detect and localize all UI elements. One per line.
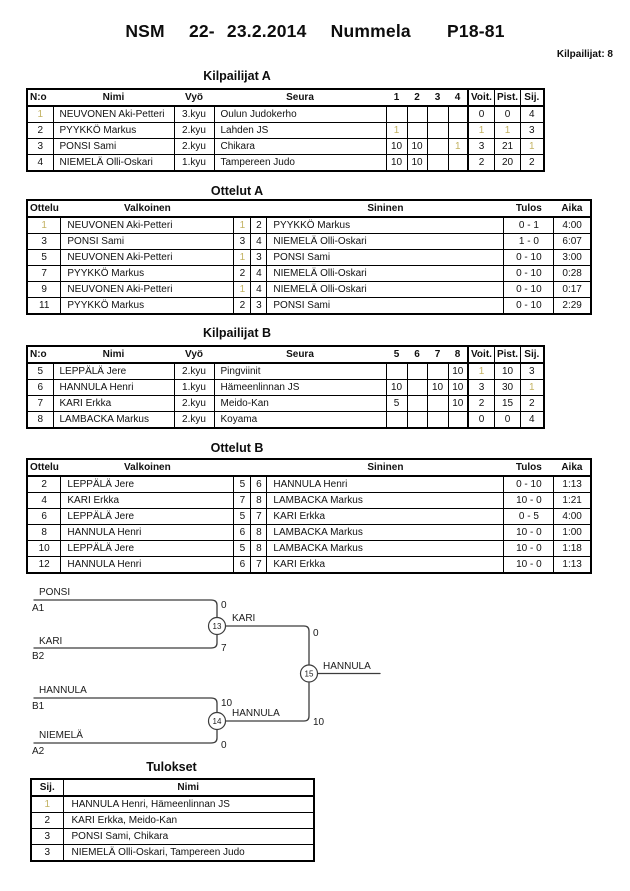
competitors-count-label: Kilpailijat: 8 [556, 49, 613, 60]
table-cell [386, 363, 407, 380]
table-cell: 1 [521, 139, 544, 155]
col-header: 2 [407, 89, 427, 106]
table-cell: HANNULA Henri [53, 380, 174, 396]
table-row [27, 541, 591, 557]
table-cell: 1 [521, 380, 544, 396]
table-cell: LEPPÄLÄ Jere [61, 509, 234, 525]
col-header: Tulos [504, 459, 554, 476]
table-cell: 7 [27, 396, 53, 412]
table-cell: 7 [251, 557, 267, 574]
col-header: 3 [427, 89, 448, 106]
table-cell: 2.kyu [174, 412, 214, 429]
table-cell [427, 363, 448, 380]
table-cell: NEUVONEN Aki-Petteri [61, 282, 234, 298]
col-header: Pist. [494, 89, 520, 106]
table-cell: 2.kyu [174, 396, 214, 412]
table-cell: 10 - 0 [504, 493, 554, 509]
col-header: 4 [448, 89, 468, 106]
table-cell: PONSI Sami [61, 234, 234, 250]
table-cell: 3 [521, 123, 544, 139]
table-cell: 6 [234, 525, 251, 541]
table-cell: KARI Erkka [53, 396, 174, 412]
table-cell: 3:00 [554, 250, 591, 266]
table-cell: 2.kyu [174, 139, 214, 155]
bracket-score: 0 [221, 600, 227, 611]
table-cell: 0:28 [554, 266, 591, 282]
table-cell: PONSI Sami [267, 250, 504, 266]
table-cell: 1:13 [554, 557, 591, 574]
bracket-seed-label: B2 [32, 651, 45, 662]
table-cell: 4 [27, 493, 61, 509]
table-cell: PYYKKÖ Markus [53, 123, 174, 139]
table-cell: NIEMELÄ Olli-Oskari [53, 155, 174, 172]
table-row [27, 282, 591, 298]
table-cell: 2 [27, 476, 61, 493]
table-cell: 3 [31, 829, 63, 845]
table-cell: 5 [27, 363, 53, 380]
table-cell: KARI Erkka [267, 557, 504, 574]
bracket-score: 0 [221, 740, 227, 751]
table-cell: Oulun Judokerho [214, 106, 386, 123]
col-header: Aika [554, 200, 591, 217]
table-cell: 2 [468, 396, 494, 412]
table-cell: 1 [27, 217, 61, 234]
table-cell: 15 [494, 396, 520, 412]
table-cell: Koyama [214, 412, 386, 429]
header-row [27, 200, 591, 217]
table-cell: 1 [468, 363, 494, 380]
table-cell: Chikara [214, 139, 386, 155]
table-cell: 20 [494, 155, 520, 172]
section-title-kilpailijat-a: Kilpailijat A [203, 69, 271, 83]
col-header: Sij. [521, 346, 544, 363]
table-cell: 1.kyu [174, 380, 214, 396]
col-header: Seura [214, 346, 386, 363]
table-cell: NEUVONEN Aki-Petteri [53, 106, 174, 123]
header-row [27, 346, 544, 363]
table-cell: 8 [27, 525, 61, 541]
bracket-score: 10 [221, 698, 233, 709]
table-cell: 7 [27, 266, 61, 282]
table-cell: 11 [27, 298, 61, 315]
table-cell: PYYKKÖ Markus [61, 298, 234, 315]
table-cell: 1 [234, 217, 251, 234]
table-cell: 4 [521, 412, 544, 429]
table-cell: 4 [251, 266, 267, 282]
bracket-line [34, 698, 217, 712]
table-cell: 0 [494, 106, 520, 123]
col-header: Aika [554, 459, 591, 476]
table-cell: 6 [27, 509, 61, 525]
bracket-line [34, 600, 217, 617]
table-row [27, 298, 591, 315]
table-cell: 5 [27, 250, 61, 266]
header-row [31, 779, 314, 796]
table-cell: 10 [407, 155, 427, 172]
table-cell: Meido-Kan [214, 396, 386, 412]
table-cell: 6 [251, 476, 267, 493]
table-body [27, 106, 544, 171]
table-cell: 30 [494, 380, 520, 396]
table-cell: 10 [448, 363, 468, 380]
bracket-line [226, 626, 309, 665]
table-cell [407, 396, 427, 412]
table-cell: 1:21 [554, 493, 591, 509]
table-cell: 2 [31, 813, 63, 829]
table-cell: 21 [494, 139, 520, 155]
bracket-seed-label: B1 [32, 701, 45, 712]
table-cell: 3 [27, 234, 61, 250]
table-cell [427, 412, 448, 429]
table-cell: 3 [31, 845, 63, 862]
table-cell: 2 [521, 396, 544, 412]
table-cell [407, 106, 427, 123]
table-cell: 7 [234, 493, 251, 509]
ottelut-a-table [26, 199, 592, 315]
col-header: Sininen [267, 200, 504, 217]
col-header [251, 459, 267, 476]
table-cell: 0 [494, 412, 520, 429]
col-header: Seura [214, 89, 386, 106]
tulokset-table [30, 778, 315, 862]
bracket-competitor-name: PONSI [39, 587, 71, 598]
table-cell: 0 - 10 [504, 266, 554, 282]
section-title-ottelut-b: Ottelut B [210, 441, 264, 455]
bracket-competitor-name: KARI [39, 636, 63, 647]
table-row [27, 250, 591, 266]
table-row [27, 525, 591, 541]
table-cell: 3 [27, 139, 53, 155]
table-cell: 10 [448, 380, 468, 396]
col-header: Vyö [174, 346, 214, 363]
table-cell [407, 412, 427, 429]
table-cell [448, 155, 468, 172]
table-cell: 1 [234, 282, 251, 298]
table-cell [448, 412, 468, 429]
table-cell: 1 [31, 796, 63, 813]
col-header: N:o [27, 346, 53, 363]
col-header: N:o [27, 89, 53, 106]
table-cell: NEUVONEN Aki-Petteri [61, 250, 234, 266]
table-row [27, 106, 544, 123]
kilpailijat-b-table [26, 345, 545, 429]
table-cell: 1.kyu [174, 155, 214, 172]
table-cell [407, 123, 427, 139]
col-header: Voit. [468, 346, 494, 363]
table-row [27, 396, 544, 412]
table-cell: Lahden JS [214, 123, 386, 139]
table-cell: 5 [234, 476, 251, 493]
table-cell: 3 [521, 363, 544, 380]
table-cell: 10 [448, 396, 468, 412]
table-body [27, 363, 544, 428]
table-cell: PYYKKÖ Markus [61, 266, 234, 282]
table-cell: 2 [251, 217, 267, 234]
table-cell: 3.kyu [174, 106, 214, 123]
bracket-competitor-name: HANNULA [39, 685, 87, 696]
col-header: Nimi [53, 89, 174, 106]
table-cell [448, 106, 468, 123]
table-cell: 10 [386, 155, 407, 172]
table-cell: 4 [251, 282, 267, 298]
table-cell: 3 [468, 380, 494, 396]
bracket-winner-name: KARI [232, 613, 256, 624]
bracket-score: 10 [313, 717, 325, 728]
bracket-competitor-name: NIEMELÄ [39, 730, 83, 741]
table-cell: 1:00 [554, 525, 591, 541]
table-cell: 2 [468, 155, 494, 172]
table-cell: PONSI Sami, Chikara [63, 829, 314, 845]
table-row [27, 155, 544, 172]
table-row [27, 509, 591, 525]
table-cell: 6:07 [554, 234, 591, 250]
table-cell: 1:18 [554, 541, 591, 557]
table-cell: 2 [27, 123, 53, 139]
table-cell [427, 123, 448, 139]
table-cell: 1 [468, 123, 494, 139]
table-row [27, 266, 591, 282]
table-cell [407, 380, 427, 396]
col-header: Sij. [521, 89, 544, 106]
col-header: Tulos [504, 200, 554, 217]
table-cell: 4:00 [554, 217, 591, 234]
col-header: Pist. [494, 346, 520, 363]
table-cell: 1 [494, 123, 520, 139]
table-cell: 4:00 [554, 509, 591, 525]
section-title-tulokset: Tulokset [146, 760, 197, 774]
table-cell: LAMBACKA Markus [267, 541, 504, 557]
table-cell: 2 [234, 266, 251, 282]
elimination-bracket [0, 578, 630, 768]
col-header: Sininen [267, 459, 504, 476]
col-header [251, 200, 267, 217]
table-cell [427, 155, 448, 172]
table-cell: 10 [386, 139, 407, 155]
table-cell: NIEMELÄ Olli-Oskari, Tampereen Judo [63, 845, 314, 862]
table-cell: PONSI Sami [267, 298, 504, 315]
table-cell: 1 - 0 [504, 234, 554, 250]
table-cell [386, 412, 407, 429]
table-cell: 2 [521, 155, 544, 172]
ottelut-b-table [26, 458, 592, 574]
table-cell: 0:17 [554, 282, 591, 298]
table-cell: LAMBACKA Markus [267, 493, 504, 509]
table-cell: 1:13 [554, 476, 591, 493]
table-cell: 0 - 10 [504, 250, 554, 266]
table-cell: 6 [27, 380, 53, 396]
table-cell: 4 [251, 234, 267, 250]
table-cell [427, 106, 448, 123]
table-cell [386, 106, 407, 123]
table-row [27, 493, 591, 509]
col-header [234, 200, 251, 217]
match-number: 14 [212, 717, 222, 726]
col-header: 5 [386, 346, 407, 363]
table-cell: 12 [27, 557, 61, 574]
col-header: Nimi [53, 346, 174, 363]
table-cell: LAMBACKA Markus [267, 525, 504, 541]
table-cell: 0 [468, 412, 494, 429]
table-row [31, 845, 314, 862]
col-header: Valkoinen [61, 200, 234, 217]
table-cell: Pingviinit [214, 363, 386, 380]
col-header: 1 [386, 89, 407, 106]
table-cell: NIEMELÄ Olli-Oskari [267, 282, 504, 298]
section-title-ottelut-a: Ottelut A [210, 184, 264, 198]
header-row [27, 459, 591, 476]
table-cell: LAMBACKA Markus [53, 412, 174, 429]
table-body [27, 476, 591, 573]
table-cell: 10 [27, 541, 61, 557]
table-body [31, 796, 314, 861]
table-cell: HANNULA Henri [61, 525, 234, 541]
col-header: Vyö [174, 89, 214, 106]
table-cell: 1 [448, 139, 468, 155]
table-cell: 3 [251, 250, 267, 266]
table-row [31, 813, 314, 829]
table-cell: 0 - 5 [504, 509, 554, 525]
col-header: 8 [448, 346, 468, 363]
table-cell [427, 139, 448, 155]
table-cell: 8 [251, 541, 267, 557]
table-cell: 3 [234, 234, 251, 250]
table-cell: LEPPÄLÄ Jere [61, 541, 234, 557]
table-row [31, 796, 314, 813]
table-cell: 8 [251, 525, 267, 541]
table-cell [448, 123, 468, 139]
table-cell: HANNULA Henri, Hämeenlinnan JS [63, 796, 314, 813]
table-row [27, 234, 591, 250]
table-cell: KARI Erkka, Meido-Kan [63, 813, 314, 829]
table-cell: 0 [468, 106, 494, 123]
table-row [27, 412, 544, 429]
header-row [27, 89, 544, 106]
table-cell: HANNULA Henri [61, 557, 234, 574]
col-header: 6 [407, 346, 427, 363]
table-cell: 1 [27, 106, 53, 123]
table-cell: 2 [234, 298, 251, 315]
table-cell: 10 - 0 [504, 541, 554, 557]
col-header: Nimi [63, 779, 314, 796]
table-cell: 10 [386, 380, 407, 396]
bracket-score: 7 [221, 643, 227, 654]
table-cell: 8 [251, 493, 267, 509]
table-cell: 9 [27, 282, 61, 298]
table-cell: 0 - 1 [504, 217, 554, 234]
table-cell: 4 [27, 155, 53, 172]
table-row [27, 139, 544, 155]
col-header: Sij. [31, 779, 63, 796]
table-cell: 10 [407, 139, 427, 155]
bracket-score: 0 [313, 628, 319, 639]
table-row [27, 557, 591, 574]
bracket-seed-label: A1 [32, 603, 45, 614]
bracket-winner-name: HANNULA [232, 708, 280, 719]
table-cell: Tampereen Judo [214, 155, 386, 172]
table-cell: PYYKKÖ Markus [267, 217, 504, 234]
table-cell: 3 [251, 298, 267, 315]
table-cell: PONSI Sami [53, 139, 174, 155]
table-cell: NIEMELÄ Olli-Oskari [267, 266, 504, 282]
col-header: Valkoinen [61, 459, 234, 476]
table-cell: 4 [521, 106, 544, 123]
match-number: 15 [304, 669, 314, 679]
bracket-seed-label: A2 [32, 746, 45, 757]
table-cell: NEUVONEN Aki-Petteri [61, 217, 234, 234]
table-cell: 8 [27, 412, 53, 429]
table-cell: 2.kyu [174, 363, 214, 380]
table-cell: 5 [234, 509, 251, 525]
table-cell: 7 [251, 509, 267, 525]
table-row [27, 476, 591, 493]
table-row [27, 363, 544, 380]
col-header: Ottelu [27, 459, 61, 476]
table-cell [427, 396, 448, 412]
table-cell: 1 [234, 250, 251, 266]
table-body [27, 217, 591, 314]
table-cell: 2.kyu [174, 123, 214, 139]
col-header: Ottelu [27, 200, 61, 217]
table-cell: Hämeenlinnan JS [214, 380, 386, 396]
table-cell: NIEMELÄ Olli-Oskari [267, 234, 504, 250]
table-row [27, 380, 544, 396]
section-title-kilpailijat-b: Kilpailijat B [202, 326, 272, 340]
table-cell: 6 [234, 557, 251, 574]
table-cell: 0 - 10 [504, 282, 554, 298]
bracket-winner-name: HANNULA [323, 661, 371, 672]
table-cell [407, 363, 427, 380]
col-header [234, 459, 251, 476]
table-cell: 10 [494, 363, 520, 380]
table-cell: 10 - 0 [504, 557, 554, 574]
col-header: 7 [427, 346, 448, 363]
table-row [31, 829, 314, 845]
table-row [27, 217, 591, 234]
table-cell: LEPPÄLÄ Jere [61, 476, 234, 493]
table-cell: 10 [427, 380, 448, 396]
table-cell: 0 - 10 [504, 476, 554, 493]
kilpailijat-a-table [26, 88, 545, 172]
table-cell: LEPPÄLÄ Jere [53, 363, 174, 380]
match-number: 13 [212, 622, 222, 631]
table-cell: 5 [386, 396, 407, 412]
table-cell: 0 - 10 [504, 298, 554, 315]
table-cell: 2:29 [554, 298, 591, 315]
table-cell: 10 - 0 [504, 525, 554, 541]
table-cell: 1 [386, 123, 407, 139]
table-cell: HANNULA Henri [267, 476, 504, 493]
table-cell: 5 [234, 541, 251, 557]
table-cell: KARI Erkka [61, 493, 234, 509]
table-row [27, 123, 544, 139]
table-cell: KARI Erkka [267, 509, 504, 525]
col-header: Voit. [468, 89, 494, 106]
table-cell: 3 [468, 139, 494, 155]
page-title: NSM 22- 23.2.2014 Nummela P18-81 [125, 21, 505, 41]
